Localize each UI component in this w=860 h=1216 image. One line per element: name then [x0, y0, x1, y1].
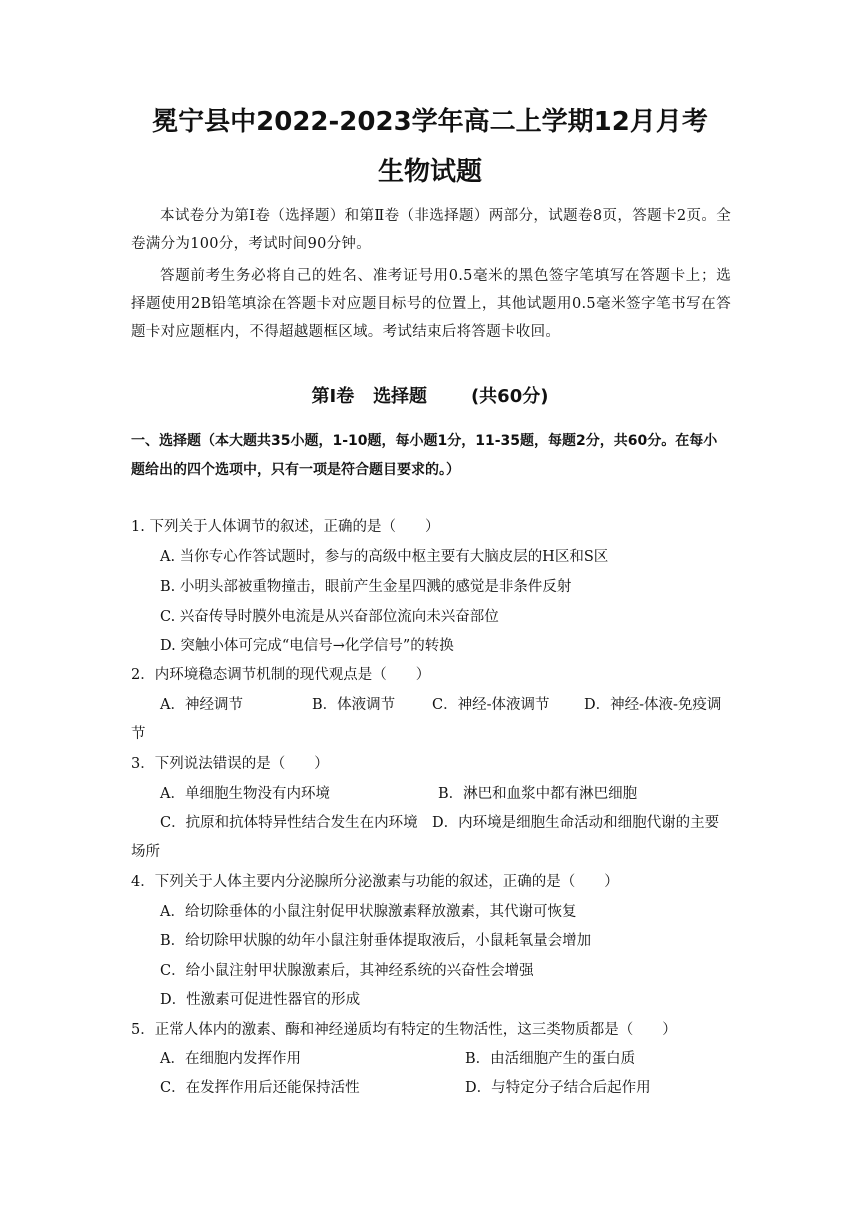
section-score: (共60分) — [470, 386, 549, 407]
question-2-stem: 2．内环境稳态调节机制的现代观点是（ ） — [131, 667, 431, 683]
question-4-option-d: D．性激素可促进性器官的形成 — [160, 992, 361, 1008]
instruction-paragraph-2: 答题前考生务必将自己的姓名、准考证号用0.5毫米的黑色签字笔填写在答题卡上；选择题使用2B铅笔填涂在答题卡对应题目标号的位置上，其他试题用0.5毫米签字笔书写在答题卡对应题框内，不得超越题框区域。考试结束后将答题卡收回。 — [131, 268, 731, 340]
question-3-option-d-wrap: 场所 — [131, 844, 160, 860]
question-3-option-d: D．内环境是细胞生命活动和细胞代谢的主要 — [432, 815, 720, 831]
question-3-option-c: C．抗原和抗体特异性结合发生在内环境 — [160, 815, 418, 831]
question-5-stem: 5．正常人体内的激素、酶和神经递质均有特定的生物活性，这三类物质都是（ ） — [131, 1022, 677, 1038]
question-5-option-a: A．在细胞内发挥作用 — [160, 1051, 301, 1067]
exam-title: 冕宁县中2022-2023学年高二上学期12月月考 — [152, 107, 708, 137]
question-3-option-a: A．单细胞生物没有内环境 — [160, 786, 330, 802]
question-2-option-c: C．神经-体液调节 — [432, 697, 550, 713]
question-1-option-c: C. 兴奋传导时膜外电流是从兴奋部位流向未兴奋部位 — [160, 609, 499, 625]
part-intro: 一、选择题（本大题共35小题，1-10题，每小题1分，11-35题，每题2分，共60分。在每小题给出的四个选项中，只有一项是符合题目要求的。） — [131, 433, 718, 478]
question-1-stem: 1. 下列关于人体调节的叙述，正确的是（ ） — [131, 519, 440, 535]
question-3-option-b: B．淋巴和血浆中都有淋巴细胞 — [438, 786, 638, 802]
section-type: 选择题 — [373, 386, 428, 407]
question-5-option-d: D．与特定分子结合后起作用 — [465, 1080, 651, 1096]
question-4-option-a: A．给切除垂体的小鼠注射促甲状腺激素释放激素，其代谢可恢复 — [160, 904, 577, 920]
question-4-option-c: C．给小鼠注射甲状腺激素后，其神经系统的兴奋性会增强 — [160, 963, 534, 979]
question-2-option-d-wrap: 节 — [131, 726, 146, 742]
question-3-stem: 3．下列说法错误的是（ ） — [131, 756, 329, 772]
question-1-option-b: B. 小明头部被重物撞击，眼前产生金星四溅的感觉是非条件反射 — [160, 579, 572, 595]
exam-subtitle: 生物试题 — [377, 157, 482, 187]
question-1-option-a: A. 当你专心作答试题时，参与的高级中枢主要有大脑皮层的H区和S区 — [160, 549, 609, 565]
question-5-option-b: B．由活细胞产生的蛋白质 — [465, 1051, 636, 1067]
question-5-option-c: C．在发挥作用后还能保持活性 — [160, 1080, 360, 1096]
question-2-option-b: B．体液调节 — [312, 697, 396, 713]
instruction-paragraph-1: 本试卷分为第Ⅰ卷（选择题）和第Ⅱ卷（非选择题）两部分，试题卷8页，答题卡2页。全卷满分为100分，考试时间90分钟。 — [131, 208, 731, 252]
question-4-stem: 4．下列关于人体主要内分泌腺所分泌激素与功能的叙述，正确的是（ ） — [131, 874, 619, 890]
section-heading — [0, 382, 860, 412]
section-name: 第Ⅰ卷 — [311, 386, 355, 407]
question-2-option-a: A．神经调节 — [160, 697, 243, 713]
question-4-option-b: B．给切除甲状腺的幼年小鼠注射垂体提取液后，小鼠耗氧量会增加 — [160, 933, 592, 949]
question-1-option-d: D. 突触小体可完成“电信号→化学信号”的转换 — [160, 638, 454, 654]
question-2-option-d: D．神经-体液-免疫调 — [584, 697, 722, 713]
